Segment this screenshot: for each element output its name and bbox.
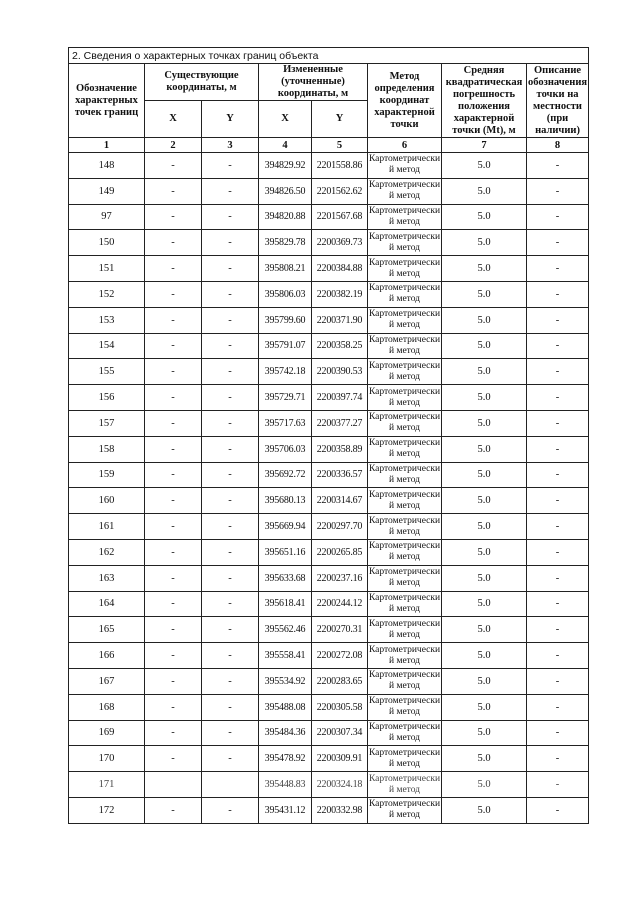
changed-y-cell: 2200371.90 (312, 307, 368, 333)
changed-x-cell: 395806.03 (259, 281, 312, 307)
existing-y-cell: - (202, 256, 259, 282)
table-row (69, 514, 589, 540)
description-cell: - (527, 230, 589, 256)
point-designation-cell: 171 (69, 772, 145, 798)
mean-error-cell: 5.0 (442, 617, 527, 643)
column-number: 3 (202, 138, 259, 153)
changed-x-cell: 395562.46 (259, 617, 312, 643)
existing-y-cell: - (202, 359, 259, 385)
method-cell: Картометрический метод (368, 153, 442, 179)
method-cell: Картометрический метод (368, 797, 442, 823)
changed-y-cell: 2200305.58 (312, 694, 368, 720)
table-row (69, 204, 589, 230)
existing-x-cell: - (145, 410, 202, 436)
method-cell: Картометрический метод (368, 410, 442, 436)
column-number: 7 (442, 138, 527, 153)
table-row (69, 462, 589, 488)
description-cell: - (527, 617, 589, 643)
table-row (69, 720, 589, 746)
description-cell: - (527, 153, 589, 179)
mean-error-cell: 5.0 (442, 668, 527, 694)
changed-x-cell: 394820.88 (259, 204, 312, 230)
column-number: 4 (259, 138, 312, 153)
changed-x-cell: 395791.07 (259, 333, 312, 359)
mean-error-cell: 5.0 (442, 204, 527, 230)
existing-y-cell: - (202, 539, 259, 565)
method-cell: Картометрический метод (368, 617, 442, 643)
mean-error-cell: 5.0 (442, 746, 527, 772)
description-cell: - (527, 333, 589, 359)
existing-y-cell: - (202, 281, 259, 307)
existing-x-cell: - (145, 204, 202, 230)
existing-y-cell (202, 772, 259, 798)
description-cell: - (527, 488, 589, 514)
existing-y-cell: - (202, 436, 259, 462)
changed-y-cell: 2200309.91 (312, 746, 368, 772)
column-number-row (69, 138, 589, 153)
point-designation-cell: 164 (69, 591, 145, 617)
boundary-points-table (68, 47, 589, 824)
point-designation-cell: 169 (69, 720, 145, 746)
changed-x-cell: 395448.83 (259, 772, 312, 798)
table-body (69, 153, 589, 824)
description-cell: - (527, 410, 589, 436)
table-row (69, 256, 589, 282)
description-cell: - (527, 178, 589, 204)
header-point-designation: Обозначение характерных точек границ (69, 64, 145, 138)
method-cell: Картометрический метод (368, 385, 442, 411)
description-cell: - (527, 643, 589, 669)
existing-y-cell: - (202, 204, 259, 230)
existing-y-cell: - (202, 410, 259, 436)
method-cell: Картометрический метод (368, 514, 442, 540)
description-cell: - (527, 772, 589, 798)
mean-error-cell: 5.0 (442, 514, 527, 540)
changed-y-cell: 2200384.88 (312, 256, 368, 282)
existing-y-cell: - (202, 153, 259, 179)
point-designation-cell: 148 (69, 153, 145, 179)
existing-y-cell: - (202, 746, 259, 772)
point-designation-cell: 170 (69, 746, 145, 772)
table-row (69, 643, 589, 669)
column-number: 2 (145, 138, 202, 153)
method-cell: Картометрический метод (368, 333, 442, 359)
mean-error-cell: 5.0 (442, 539, 527, 565)
table-row (69, 385, 589, 411)
existing-x-cell: - (145, 514, 202, 540)
changed-y-cell: 2200358.89 (312, 436, 368, 462)
existing-y-cell: - (202, 333, 259, 359)
changed-y-cell: 2200283.65 (312, 668, 368, 694)
table-row (69, 565, 589, 591)
method-cell: Картометрический метод (368, 643, 442, 669)
mean-error-cell: 5.0 (442, 797, 527, 823)
table-row (69, 307, 589, 333)
point-designation-cell: 151 (69, 256, 145, 282)
description-cell: - (527, 668, 589, 694)
existing-y-cell: - (202, 694, 259, 720)
table-row (69, 694, 589, 720)
description-cell: - (527, 307, 589, 333)
changed-y-cell: 2200297.70 (312, 514, 368, 540)
changed-x-cell: 395478.92 (259, 746, 312, 772)
existing-x-cell: - (145, 591, 202, 617)
header-description: Описание обозначения точки на местности (при наличии) (527, 64, 588, 136)
point-designation-cell: 154 (69, 333, 145, 359)
existing-x-cell: - (145, 720, 202, 746)
method-cell: Картометрический метод (368, 230, 442, 256)
existing-x-cell: - (145, 488, 202, 514)
mean-error-cell: 5.0 (442, 281, 527, 307)
changed-y-cell: 2200358.25 (312, 333, 368, 359)
point-designation-cell: 155 (69, 359, 145, 385)
table-row (69, 772, 589, 798)
existing-x-cell: - (145, 256, 202, 282)
table-row (69, 178, 589, 204)
point-designation-cell: 172 (69, 797, 145, 823)
table-row (69, 359, 589, 385)
description-cell: - (527, 746, 589, 772)
existing-y-cell: - (202, 565, 259, 591)
method-cell: Картометрический метод (368, 281, 442, 307)
existing-x-cell: - (145, 178, 202, 204)
method-cell: Картометрический метод (368, 565, 442, 591)
table-row (69, 797, 589, 823)
changed-x-cell: 395651.16 (259, 539, 312, 565)
document-page (68, 47, 588, 824)
changed-x-cell: 395669.94 (259, 514, 312, 540)
changed-x-cell: 395633.68 (259, 565, 312, 591)
mean-error-cell: 5.0 (442, 488, 527, 514)
existing-x-cell: - (145, 230, 202, 256)
method-cell: Картометрический метод (368, 772, 442, 798)
point-designation-cell: 159 (69, 462, 145, 488)
table-row (69, 539, 589, 565)
table-row (69, 410, 589, 436)
changed-x-cell: 395680.13 (259, 488, 312, 514)
changed-y-cell: 2200390.53 (312, 359, 368, 385)
existing-y-cell: - (202, 488, 259, 514)
header-method: Метод определения координат характерной точки (368, 64, 442, 138)
existing-x-cell: - (145, 333, 202, 359)
description-cell: - (527, 359, 589, 385)
point-designation-cell: 161 (69, 514, 145, 540)
point-designation-cell: 162 (69, 539, 145, 565)
point-designation-cell: 166 (69, 643, 145, 669)
header-existing-coords: Существующие координаты, м (145, 64, 259, 101)
mean-error-cell: 5.0 (442, 720, 527, 746)
description-cell: - (527, 591, 589, 617)
changed-y-cell: 2200324.18 (312, 772, 368, 798)
existing-x-cell: - (145, 385, 202, 411)
method-cell: Картометрический метод (368, 591, 442, 617)
header-mean-error: Средняя квадратическая погрешность положения характерной точки (Mt), м (442, 64, 527, 138)
changed-y-cell: 2200237.16 (312, 565, 368, 591)
column-number: 5 (312, 138, 368, 153)
mean-error-cell: 5.0 (442, 694, 527, 720)
mean-error-cell: 5.0 (442, 307, 527, 333)
mean-error-cell: 5.0 (442, 643, 527, 669)
mean-error-cell: 5.0 (442, 359, 527, 385)
column-number: 1 (69, 138, 145, 153)
existing-y-cell: - (202, 385, 259, 411)
existing-x-cell: - (145, 153, 202, 179)
changed-x-cell: 395829.78 (259, 230, 312, 256)
existing-y-cell: - (202, 230, 259, 256)
table-row (69, 591, 589, 617)
point-designation-cell: 158 (69, 436, 145, 462)
description-cell: - (527, 797, 589, 823)
description-cell: - (527, 720, 589, 746)
changed-y-cell: 2200332.98 (312, 797, 368, 823)
existing-x-cell: - (145, 797, 202, 823)
description-cell: - (527, 462, 589, 488)
description-cell: - (527, 539, 589, 565)
changed-y-cell: 2200307.34 (312, 720, 368, 746)
existing-y-cell: - (202, 668, 259, 694)
method-cell: Картометрический метод (368, 204, 442, 230)
point-designation-cell: 157 (69, 410, 145, 436)
table-row (69, 617, 589, 643)
point-designation-cell: 152 (69, 281, 145, 307)
changed-x-cell: 395808.21 (259, 256, 312, 282)
header-existing-x: X (145, 101, 202, 138)
changed-x-cell: 395534.92 (259, 668, 312, 694)
changed-y-cell: 2200314.67 (312, 488, 368, 514)
description-cell: - (527, 385, 589, 411)
mean-error-cell: 5.0 (442, 333, 527, 359)
description-cell: - (527, 565, 589, 591)
column-number: 8 (527, 138, 589, 153)
table-row (69, 230, 589, 256)
method-cell: Картометрический метод (368, 436, 442, 462)
point-designation-cell: 97 (69, 204, 145, 230)
method-cell: Картометрический метод (368, 256, 442, 282)
table-row (69, 436, 589, 462)
changed-x-cell: 395692.72 (259, 462, 312, 488)
existing-y-cell: - (202, 720, 259, 746)
description-cell: - (527, 204, 589, 230)
table-row (69, 153, 589, 179)
existing-x-cell: - (145, 617, 202, 643)
existing-y-cell: - (202, 307, 259, 333)
table-row (69, 333, 589, 359)
changed-y-cell: 2200336.57 (312, 462, 368, 488)
mean-error-cell: 5.0 (442, 153, 527, 179)
section-title: 2. Сведения о характерных точках границ объекта (69, 48, 589, 64)
mean-error-cell: 5.0 (442, 462, 527, 488)
point-designation-cell: 150 (69, 230, 145, 256)
method-cell: Картометрический метод (368, 539, 442, 565)
method-cell: Картометрический метод (368, 694, 442, 720)
existing-y-cell: - (202, 514, 259, 540)
existing-x-cell: - (145, 462, 202, 488)
existing-y-cell: - (202, 591, 259, 617)
existing-x-cell: - (145, 694, 202, 720)
point-designation-cell: 149 (69, 178, 145, 204)
changed-x-cell: 395717.63 (259, 410, 312, 436)
method-cell: Картометрический метод (368, 488, 442, 514)
method-cell: Картометрический метод (368, 307, 442, 333)
point-designation-cell: 156 (69, 385, 145, 411)
method-cell: Картометрический метод (368, 668, 442, 694)
changed-y-cell: 2200397.74 (312, 385, 368, 411)
method-cell: Картометрический метод (368, 720, 442, 746)
mean-error-cell: 5.0 (442, 436, 527, 462)
point-designation-cell: 160 (69, 488, 145, 514)
table-row (69, 488, 589, 514)
changed-x-cell: 395558.41 (259, 643, 312, 669)
changed-y-cell: 2200265.85 (312, 539, 368, 565)
changed-x-cell: 395488.08 (259, 694, 312, 720)
description-cell: - (527, 694, 589, 720)
mean-error-cell: 5.0 (442, 230, 527, 256)
table-row (69, 281, 589, 307)
changed-x-cell: 395729.71 (259, 385, 312, 411)
point-designation-cell: 163 (69, 565, 145, 591)
existing-x-cell: - (145, 565, 202, 591)
existing-x-cell: - (145, 359, 202, 385)
existing-x-cell: - (145, 668, 202, 694)
changed-y-cell: 2200270.31 (312, 617, 368, 643)
changed-y-cell: 2200377.27 (312, 410, 368, 436)
method-cell: Картометрический метод (368, 178, 442, 204)
method-cell: Картометрический метод (368, 359, 442, 385)
mean-error-cell: 5.0 (442, 410, 527, 436)
changed-y-cell: 2201562.62 (312, 178, 368, 204)
point-designation-cell: 168 (69, 694, 145, 720)
description-cell: - (527, 514, 589, 540)
column-number: 6 (368, 138, 442, 153)
changed-y-cell: 2200244.12 (312, 591, 368, 617)
existing-x-cell: - (145, 307, 202, 333)
existing-x-cell: - (145, 643, 202, 669)
existing-x-cell (145, 772, 202, 798)
point-designation-cell: 167 (69, 668, 145, 694)
existing-x-cell: - (145, 436, 202, 462)
method-cell: Картометрический метод (368, 746, 442, 772)
mean-error-cell: 5.0 (442, 565, 527, 591)
changed-x-cell: 395706.03 (259, 436, 312, 462)
existing-x-cell: - (145, 746, 202, 772)
mean-error-cell: 5.0 (442, 772, 527, 798)
changed-y-cell: 2201567.68 (312, 204, 368, 230)
description-cell: - (527, 256, 589, 282)
header-existing-y: Y (202, 101, 259, 138)
point-designation-cell: 153 (69, 307, 145, 333)
header-changed-coords: Измененные (уточненные) координаты, м (259, 64, 368, 101)
method-cell: Картометрический метод (368, 462, 442, 488)
description-cell: - (527, 281, 589, 307)
changed-x-cell: 394829.92 (259, 153, 312, 179)
changed-y-cell: 2201558.86 (312, 153, 368, 179)
changed-y-cell: 2200369.73 (312, 230, 368, 256)
changed-y-cell: 2200272.08 (312, 643, 368, 669)
mean-error-cell: 5.0 (442, 385, 527, 411)
changed-x-cell: 395799.60 (259, 307, 312, 333)
existing-y-cell: - (202, 643, 259, 669)
table-row (69, 668, 589, 694)
existing-y-cell: - (202, 178, 259, 204)
mean-error-cell: 5.0 (442, 178, 527, 204)
point-designation-cell: 165 (69, 617, 145, 643)
mean-error-cell: 5.0 (442, 591, 527, 617)
changed-y-cell: 2200382.19 (312, 281, 368, 307)
existing-x-cell: - (145, 539, 202, 565)
header-changed-y: Y (312, 101, 368, 138)
changed-x-cell: 395431.12 (259, 797, 312, 823)
changed-x-cell: 395618.41 (259, 591, 312, 617)
existing-y-cell: - (202, 797, 259, 823)
changed-x-cell: 394826.50 (259, 178, 312, 204)
changed-x-cell: 395742.18 (259, 359, 312, 385)
header-changed-x: X (259, 101, 312, 138)
description-cell: - (527, 436, 589, 462)
changed-x-cell: 395484.36 (259, 720, 312, 746)
existing-y-cell: - (202, 617, 259, 643)
existing-x-cell: - (145, 281, 202, 307)
table-row (69, 746, 589, 772)
existing-y-cell: - (202, 462, 259, 488)
mean-error-cell: 5.0 (442, 256, 527, 282)
